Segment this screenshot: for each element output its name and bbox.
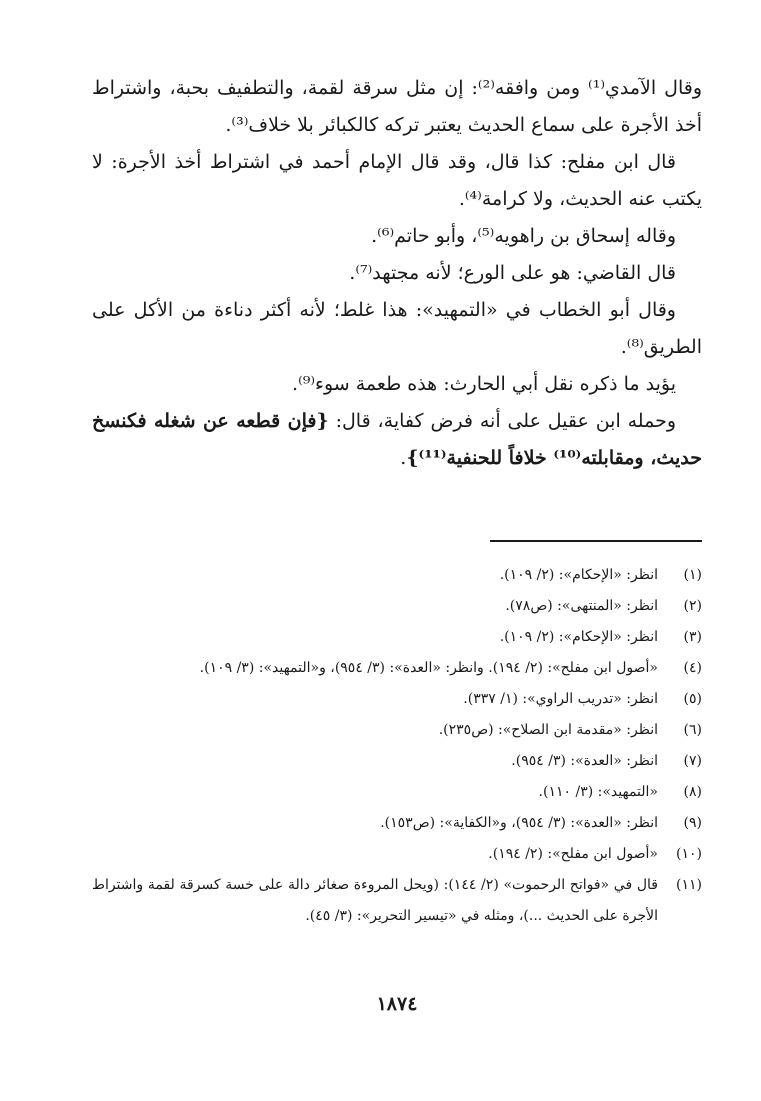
footnote-text: انظر: «الإحكام»: (٢/ ١٠٩). — [499, 629, 658, 645]
footnote-number: (٢) — [683, 598, 702, 614]
main-text — [92, 70, 702, 477]
footnote-number: (٤) — [683, 660, 702, 676]
footnote-text: انظر: «العدة»: (٣/ ٩٥٤)، و«الكفاية»: (ص١٥٣). — [380, 815, 658, 831]
paragraph: وقال الآمدي⁽¹⁾ ومن وافقه⁽²⁾: إن مثل سرقة لقمة، والتطفيف بحبة، واشتراط أخذ الأجرة على سماع الحديث يعتبر تركه كالكبائر بلا خلاف⁽³⁾. — [92, 77, 702, 136]
footnote-separator — [490, 540, 702, 542]
footnote — [92, 591, 702, 622]
footnote — [92, 622, 702, 653]
footnote-text: قال في «فواتح الرحموت» (٢/ ١٤٤): (ويحل المروءة صغائر دالة على خسة كسرقة لقمة واشتراط الأجرة على الحديث ...)، ومثله في «تيسير التحرير»: (٣/ ٤٥). — [92, 877, 658, 924]
footnote — [92, 777, 702, 808]
footnote-number: (٦) — [683, 722, 702, 738]
footnote-text: «أصول ابن مفلح»: (٢/ ١٩٤). — [488, 846, 658, 862]
footnote — [92, 839, 702, 870]
paragraph: يؤيد ما ذكره نقل أبي الحارث: هذه طعمة سوء⁽⁹⁾. — [292, 373, 676, 395]
paragraph: قال القاضي: هو على الورع؛ لأنه مجتهد⁽⁷⁾. — [349, 262, 676, 284]
footnote — [92, 870, 702, 932]
footnote-text: انظر: «الإحكام»: (٢/ ١٠٩). — [499, 567, 658, 583]
footnote-number: (٧) — [683, 753, 702, 769]
paragraph: وقال أبو الخطاب في «التمهيد»: هذا غلط؛ لأنه أكثر دناءة من الأكل على الطريق⁽⁸⁾. — [92, 299, 702, 358]
page — [92, 70, 702, 1015]
footnote-number: (٨) — [683, 784, 702, 800]
footnotes — [92, 560, 702, 932]
footnote — [92, 684, 702, 715]
footnote — [92, 746, 702, 777]
footnote-number: (١٠) — [676, 846, 702, 862]
footnote-number: (١) — [683, 567, 702, 583]
paragraph-intro: وحمله ابن عقيل على أنه فرض كفاية، قال: — [328, 410, 676, 432]
footnote — [92, 808, 702, 839]
footnote-number: (٥) — [683, 691, 702, 707]
paragraph: وقاله إسحاق بن راهويه⁽⁵⁾، وأبو حاتم⁽⁶⁾. — [371, 225, 676, 247]
page-number: ١٨٧٤ — [376, 993, 418, 1015]
footnote — [92, 653, 702, 684]
footnote — [92, 715, 702, 746]
footnote-text: «التمهيد»: (٣/ ١١٠). — [538, 784, 658, 800]
paragraph — [92, 403, 702, 477]
quoted-text: {فإن قطعه عن شغله فكنسخ حديث، ومقابلته⁽¹⁰⁾ خلافاً للحنفية⁽¹¹⁾} — [92, 410, 702, 469]
footnote — [92, 560, 702, 591]
footnote-text: انظر: «المنتهى»: (ص٧٨). — [505, 598, 658, 614]
footnote-text: انظر: «تدريب الراوي»: (١/ ٣٣٧). — [463, 691, 658, 707]
footnote-text: «أصول ابن مفلح»: (٢/ ١٩٤). وانظر: «العدة»: (٣/ ٩٥٤)، و«التمهيد»: (٣/ ١٠٩). — [199, 660, 658, 676]
paragraph: قال ابن مفلح: كذا قال، وقد قال الإمام أحمد في اشتراط أخذ الأجرة: لا يكتب عنه الحديث، ولا كرامة⁽⁴⁾. — [92, 151, 702, 210]
footnote-text: انظر: «العدة»: (٣/ ٩٥٤). — [511, 753, 658, 769]
footnote-number: (٣) — [683, 629, 702, 645]
footnote-text: انظر: «مقدمة ابن الصلاح»: (ص٢٣٥). — [438, 722, 658, 738]
footnote-number: (٩) — [683, 815, 702, 831]
paragraph-tail: . — [400, 447, 407, 469]
footnote-number: (١١) — [676, 877, 702, 893]
